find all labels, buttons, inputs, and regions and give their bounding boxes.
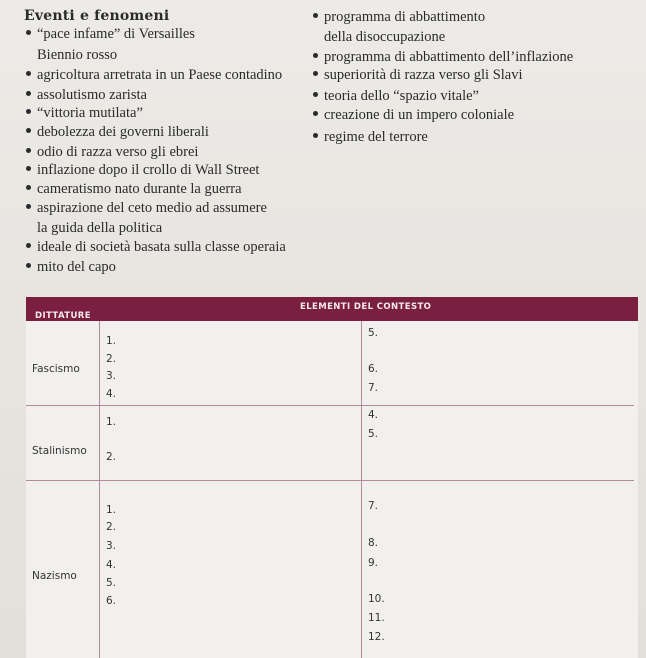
- dictatorships-table: [26, 297, 638, 658]
- answer-slot[interactable]: 10.: [368, 593, 385, 605]
- list-item: programma di abbattimento: [313, 8, 485, 26]
- list-item: superiorità di razza verso gli Slavi: [313, 66, 523, 84]
- list-item: teoria dello “spazio vitale”: [313, 87, 479, 105]
- answer-slot[interactable]: 7.: [368, 382, 379, 394]
- list-item: ideale di società basata sulla classe operaia: [26, 238, 286, 256]
- answer-slot[interactable]: 12.: [368, 631, 385, 643]
- row-divider: [26, 480, 634, 481]
- column-divider: [361, 321, 362, 658]
- list-item: “vittoria mutilata”: [26, 104, 143, 122]
- row-divider: [26, 405, 634, 406]
- list-item: cameratismo nato durante la guerra: [26, 180, 242, 198]
- list-item: agricoltura arretrata in un Paese contadino: [26, 66, 282, 84]
- answer-slot[interactable]: 5.: [368, 428, 379, 440]
- answer-slot[interactable]: 1.: [106, 416, 117, 428]
- bullet-icon: [26, 30, 31, 35]
- list-item: aspirazione del ceto medio ad assumere: [26, 199, 267, 217]
- answer-slot[interactable]: 3.: [106, 540, 117, 552]
- answer-slot[interactable]: 4.: [106, 559, 117, 571]
- column-divider: [99, 321, 100, 658]
- bullet-icon: [26, 91, 31, 96]
- answer-slot[interactable]: 6.: [368, 363, 379, 375]
- bullet-icon: [26, 263, 31, 268]
- answer-slot[interactable]: 3.: [106, 370, 117, 382]
- bullet-icon: [313, 92, 318, 97]
- answer-slot[interactable]: 2.: [106, 521, 117, 533]
- answer-slot[interactable]: 4.: [106, 388, 117, 400]
- bullet-icon: [26, 109, 31, 114]
- answer-slot[interactable]: 8.: [368, 537, 379, 549]
- answer-slot[interactable]: 1.: [106, 504, 117, 516]
- bullet-icon: [313, 111, 318, 116]
- bullet-icon: [313, 71, 318, 76]
- bullet-icon: [313, 53, 318, 58]
- answer-slot[interactable]: 7.: [368, 500, 379, 512]
- answer-slot[interactable]: 5.: [368, 327, 379, 339]
- list-item: “pace infame” di Versailles: [26, 25, 195, 43]
- bullet-icon: [26, 185, 31, 190]
- list-item: debolezza dei governi liberali: [26, 123, 209, 141]
- list-item: regime del terrore: [313, 128, 428, 146]
- bullet-icon: [26, 243, 31, 248]
- answer-slot[interactable]: 9.: [368, 557, 379, 569]
- answer-slot[interactable]: 5.: [106, 577, 117, 589]
- list-item: Biennio rosso: [37, 47, 118, 63]
- bullet-icon: [313, 133, 318, 138]
- bullet-icon: [313, 13, 318, 18]
- answer-slot[interactable]: 4.: [368, 409, 379, 421]
- row-label-stalinismo: Stalinismo: [32, 445, 87, 457]
- header-elementi-contesto: ELEMENTI DEL CONTESTO: [300, 302, 432, 312]
- list-item: la guida della politica: [37, 220, 163, 236]
- header-dittature: DITTATURE: [35, 311, 91, 321]
- answer-slot[interactable]: 2.: [106, 451, 117, 463]
- row-label-fascismo: Fascismo: [32, 363, 80, 375]
- list-item: assolutismo zarista: [26, 86, 147, 104]
- bullet-icon: [26, 166, 31, 171]
- table-header: [26, 297, 638, 321]
- bullet-icon: [26, 71, 31, 76]
- list-item: programma di abbattimento dell’inflazione: [313, 48, 573, 66]
- bullet-icon: [26, 148, 31, 153]
- answer-slot[interactable]: 1.: [106, 335, 117, 347]
- answer-slot[interactable]: 6.: [106, 595, 117, 607]
- list-item: della disoccupazione: [324, 29, 446, 45]
- list-item: odio di razza verso gli ebrei: [26, 143, 198, 161]
- bullet-icon: [26, 204, 31, 209]
- section-heading: Eventi e fenomeni: [24, 8, 170, 24]
- list-item: mito del capo: [26, 258, 116, 276]
- answer-slot[interactable]: 11.: [368, 612, 385, 624]
- row-label-nazismo: Nazismo: [32, 570, 77, 582]
- list-item: inflazione dopo il crollo di Wall Street: [26, 161, 259, 179]
- bullet-icon: [26, 128, 31, 133]
- answer-slot[interactable]: 2.: [106, 353, 117, 365]
- list-item: creazione di un impero coloniale: [313, 106, 514, 124]
